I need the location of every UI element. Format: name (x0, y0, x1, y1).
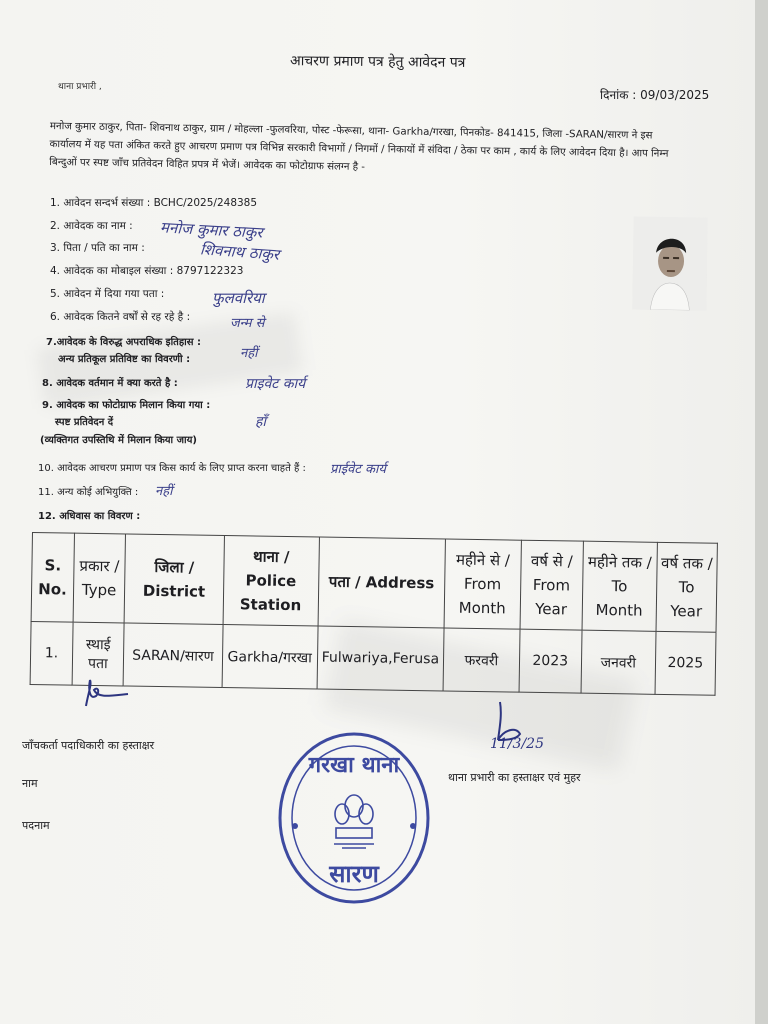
investigator-signature-label: जाँचकर्ता पदाधिकारी का हस्ताक्षर (22, 739, 155, 752)
investigator-signature (78, 676, 138, 716)
field-label: 3. पिता / पति का नाम : (50, 242, 145, 254)
field-value: 8797122323 (176, 265, 244, 277)
field-label: 11. अन्य कोई अभियुक्ति : (38, 487, 139, 498)
field-label: स्पष्ट प्रतिवेदन दें (55, 417, 114, 428)
cell-to-month: जनवरी (581, 630, 656, 694)
field-label: 6. आवेदक कितने वर्षों से रह रहे है : (50, 311, 191, 323)
page-edge (755, 0, 768, 1024)
field-label: 2. आवेदक का नाम : (50, 220, 133, 232)
col-to-month: महीने तक / To Month (582, 541, 657, 631)
handwritten-occupation: प्राइवेट कार्य (245, 376, 306, 392)
col-from-month: महीने से / From Month (444, 539, 521, 629)
field-label: अन्य प्रतिकूल प्रतिविष्ट का विवरणी : (58, 354, 191, 365)
field-value: BCHC/2025/248385 (153, 197, 258, 209)
intro-line: मनोज कुमार ठाकुर, पिता- शिवनाथ ठाकुर, ग्राम / मोहल्ला -फुलवरिया, पोस्ट -फेरूसा, थाना- Garkha/गरखा, पिनकोड- 841415, जिला -SARAN/सारण ने इस (49, 120, 653, 142)
handwritten-criminal-history: नहीं (240, 346, 258, 361)
cell-from-month: फरवरी (443, 628, 520, 692)
field-label: 8. आवेदक वर्तमान में क्या करते है : (42, 378, 178, 389)
date-label: दिनांक : (600, 88, 637, 102)
cell-type: स्थाई पता (72, 622, 124, 686)
designation-label: पदनाम (22, 819, 50, 832)
handwritten-father-name: शिवनाथ ठाकुर (199, 240, 280, 264)
table-header-row (31, 533, 717, 633)
col-address: पता / Address (318, 537, 446, 628)
addressee: थाना प्रभारी , (58, 82, 102, 92)
handwritten-photo-verified: हाँ (255, 414, 267, 430)
handwritten-years: जन्म से (230, 316, 265, 331)
field-label: 4. आवेदक का मोबाइल संख्या : (50, 265, 174, 277)
cell-police-station: Garkha/गरखा (222, 625, 318, 689)
document-title: आचरण प्रमाण पत्र हेतु आवेदन पत्र (289, 53, 466, 71)
date-value: 09/03/2025 (640, 88, 710, 102)
field-label: 1. आवेदन सन्दर्भ संख्या : (50, 197, 151, 209)
cell-district: SARAN/सारण (123, 623, 223, 688)
residence-table (30, 532, 718, 696)
police-station-seal (274, 730, 434, 914)
sho-signature-date: 11/3/25 (490, 736, 544, 752)
col-police-station: थाना / Police Station (223, 536, 319, 626)
handwritten-purpose: प्राईवेट कार्य (330, 462, 386, 477)
field-label: 9. आवेदक का फोटोग्राफ मिलान किया गया : (42, 400, 211, 411)
field-label: 5. आवेदन में दिया गया पता : (50, 288, 165, 300)
col-to-year: वर्ष तक / To Year (656, 542, 718, 632)
cell-to-year: 2025 (655, 631, 716, 695)
col-type: प्रकार / Type (73, 533, 126, 623)
intro-line: कार्यालय में यह पता अंकित करते हुए आचरण प्रमाण पत्र विभिन्न सरकारी विभागों / निगमों / निकायों में संविदा / ठेका पर काम , कार्य के लिए आवेदन दिया है। आप निम्न (49, 138, 669, 160)
field-1 (50, 196, 257, 210)
seal-graphic (274, 730, 434, 910)
col-sno: S. No. (31, 533, 74, 623)
sho-signature (480, 700, 590, 764)
intro-line: बिन्दुओं पर स्पष्ट जाँच प्रतिवेदन विहित प्रपत्र में भेजें। आवेदक का फोटोग्राफ संलग्न है - (49, 156, 366, 173)
cell-address: Fulwariya,Ferusa (317, 626, 444, 691)
field-label: 10. आवेदक आचरण प्रमाण पत्र किस कार्य के लिए प्राप्त करना चाहते हैं : (38, 463, 306, 474)
col-district: जिला / District (124, 534, 224, 625)
field-4 (50, 264, 243, 278)
col-from-year: वर्ष से / From Year (520, 540, 584, 630)
cell-from-year: 2023 (519, 629, 582, 693)
field-label: (व्यक्तिगत उपस्तिथि में मिलान किया जाय) (40, 435, 198, 446)
handwritten-address: फुलवरिया (212, 289, 265, 307)
field-label: 7.आवेदक के विरुद्ध अपराधिक इतिहास : (46, 337, 202, 348)
applicant-photo (632, 216, 707, 310)
sho-signature-label: थाना प्रभारी का हस्ताक्षर एवं मुहर (448, 771, 581, 784)
handwritten-name: मनोज कुमार ठाकुर (159, 218, 264, 242)
intro-paragraph (49, 118, 730, 183)
seal-top-text: गरखा थाना (308, 753, 400, 778)
field-label: 12. अधिवास का विवरण : (38, 511, 141, 522)
name-label: नाम (22, 777, 38, 790)
cell-sno: 1. (30, 621, 73, 685)
date-line (600, 86, 709, 103)
handwritten-remarks: नहीं (155, 484, 173, 499)
seal-bottom-text: सारण (329, 860, 379, 888)
